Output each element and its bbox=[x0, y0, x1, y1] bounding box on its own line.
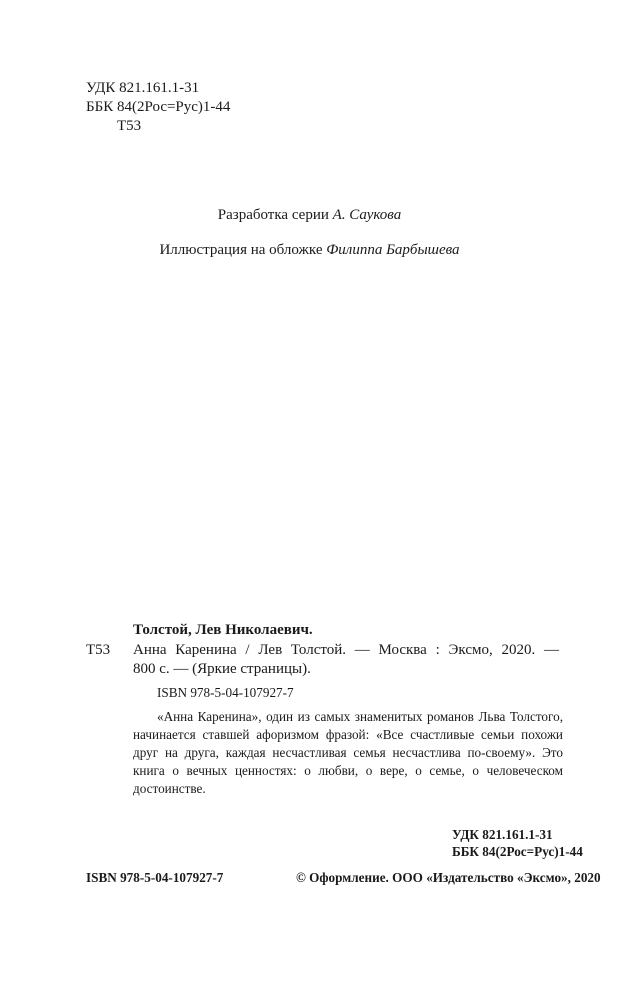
bibliographic-udk: УДК 821.161.1-31 bbox=[452, 827, 553, 842]
bibliographic-isbn: ISBN 978-5-04-107927-7 bbox=[157, 685, 294, 700]
cover-illustration-credit bbox=[0, 241, 619, 260]
series-credit bbox=[0, 206, 619, 225]
footer-copyright: © Оформление. ООО «Издательство «Эксмо», 2020 bbox=[296, 870, 601, 885]
udk-code: УДК 821.161.1-31 bbox=[86, 80, 200, 96]
footer-isbn: ISBN 978-5-04-107927-7 bbox=[86, 870, 224, 885]
book-annotation: «Анна Каренина», один из самых знаменитых романов Льва Толстого, начинается ставшей афоризмом фразой: «Все счастливые семьи похожи друг на друга, каждая несчастливая семья несчастлива по-своему». Это книга о вечных ценностях: о любви, о вере, о семье, о человеческом достоинстве. bbox=[133, 709, 563, 796]
author-index: Т53 bbox=[117, 118, 142, 134]
cover-credit-name: Филиппа Барбышева bbox=[326, 242, 460, 258]
bibliographic-author: Толстой, Лев Николаевич. bbox=[133, 622, 313, 638]
bbk-code: ББК 84(2Рос=Рус)1-44 bbox=[86, 99, 231, 115]
series-credit-prefix: Разработка серии bbox=[217, 207, 329, 223]
bibliographic-title-line-1: Анна Каренина / Лев Толстой. — Москва : Эксмо, 2020. — bbox=[133, 642, 559, 658]
bibliographic-bbk: ББК 84(2Рос=Рус)1-44 bbox=[452, 844, 583, 859]
bibliographic-index: Т53 bbox=[86, 642, 111, 658]
series-credit-name: А. Саукова bbox=[332, 207, 402, 223]
cover-credit-prefix: Иллюстрация на обложке bbox=[159, 242, 323, 258]
bibliographic-title-line-2: 800 с. — (Яркие страницы). bbox=[133, 661, 311, 677]
